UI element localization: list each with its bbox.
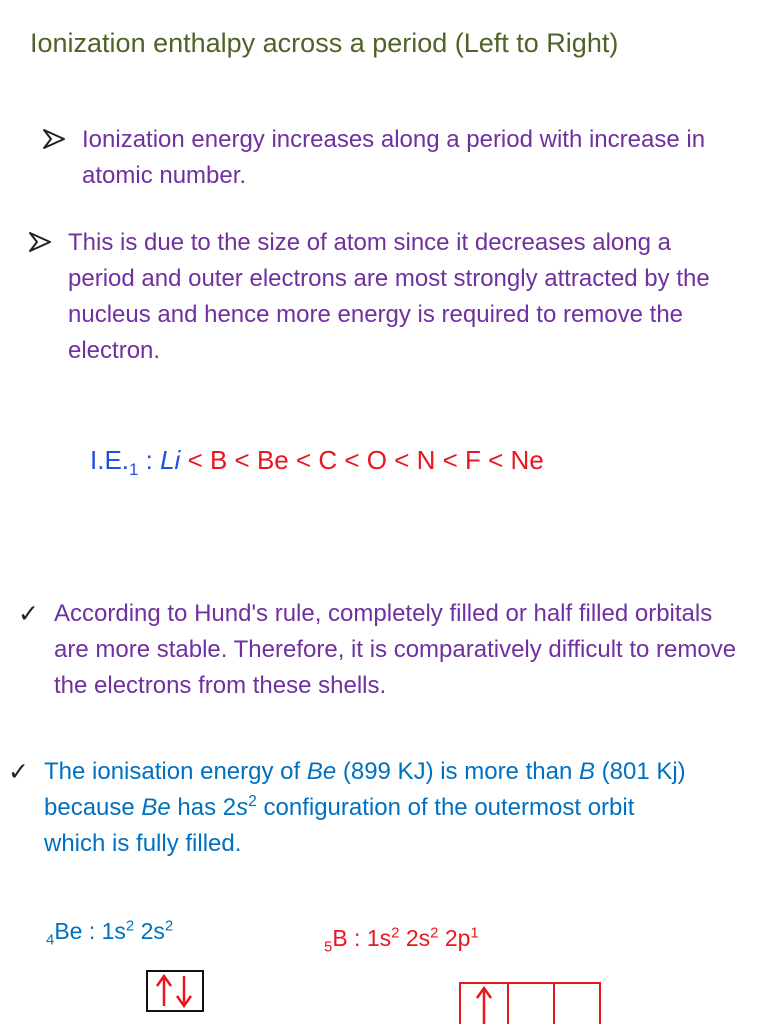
- bullet-text: This is due to the size of atom since it decreases along a period and outer electrons are most strongly attracted by the nucleus and hence more energy is required to remove the electron.: [68, 229, 710, 364]
- ie-colon: :: [138, 445, 161, 475]
- check-item: [8, 754, 688, 862]
- page-title: Ionization enthalpy across a period (Left to Right): [30, 28, 619, 58]
- bullet-item: [28, 225, 728, 369]
- ie-first-element: Li: [160, 445, 181, 475]
- spin-up-arrow-icon: [461, 984, 507, 1024]
- element-be: Be: [141, 794, 171, 821]
- orbital-cell: [509, 984, 555, 1024]
- orbital-cell: [555, 984, 599, 1024]
- orbital-cell: [461, 984, 509, 1024]
- ie-order-rest: < B < Be < C < O < N < F < Ne: [180, 445, 544, 475]
- check-item: [18, 596, 738, 704]
- atomic-number: 4: [46, 931, 55, 949]
- spin-down-arrow-icon: [177, 976, 191, 1006]
- check-text: According to Hund's rule, completely filled or half filled orbitals are more stable. Therefore, it is comparatively difficult to remove the electrons from these shells.: [54, 600, 737, 699]
- spin-up-arrow-icon: [157, 976, 171, 1006]
- be-2s-orbital-box: [146, 970, 204, 1012]
- ie-prefix: I.E.: [90, 445, 130, 475]
- checkmark-icon: ✓: [8, 758, 29, 786]
- check-text: The ionisation energy of Be (899 KJ) is more than B (801 Kj) because Be has $2s^2$ configuration of the outermost orbit which is fully filled.: [44, 758, 686, 857]
- atomic-number: 5: [324, 938, 333, 956]
- arrow-bullet-icon: [42, 122, 82, 150]
- be-configuration: $_4$Be : $1s^2$ $2s^2$: [46, 917, 174, 949]
- element-be: Be: [306, 758, 337, 785]
- arrow-bullet-icon: [28, 225, 68, 253]
- ie-subscript: 1: [129, 460, 139, 480]
- element-b: B: [578, 758, 595, 785]
- ionization-order: [90, 445, 544, 480]
- b-configuration: $_5$B : $1s^2$ $2s^2$ $2p^1$: [324, 924, 479, 956]
- checkmark-icon: ✓: [18, 600, 39, 628]
- bullet-item: [42, 122, 742, 194]
- bullet-text: Ionization energy increases along a period with increase in atomic number.: [82, 126, 706, 189]
- b-2p-orbital-boxes: [459, 982, 601, 1024]
